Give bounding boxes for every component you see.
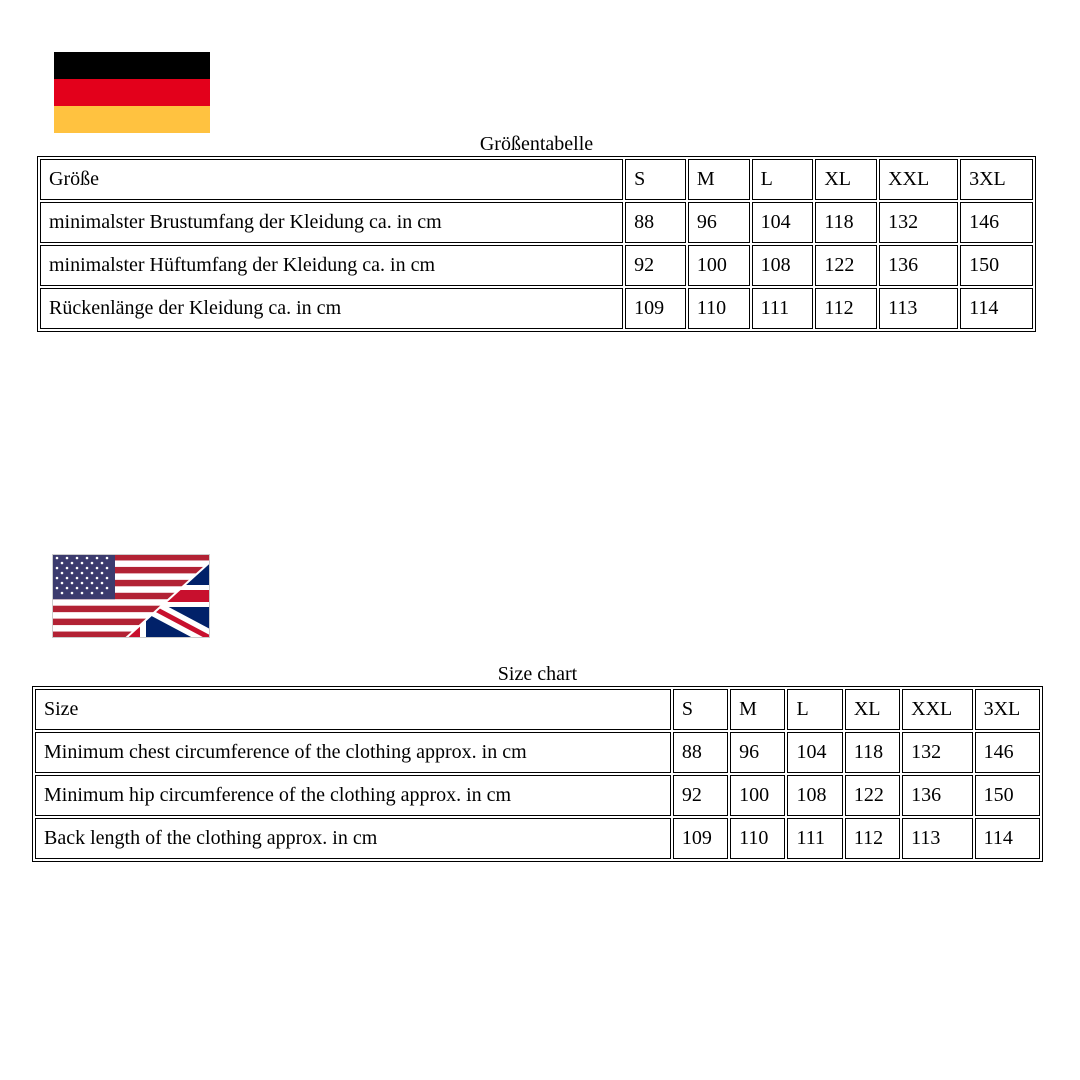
- value-cell: 88: [673, 732, 728, 773]
- row-label-cell: Minimum chest circumference of the clothing approx. in cm: [35, 732, 671, 773]
- value-cell: 150: [960, 245, 1033, 286]
- value-cell: 96: [688, 202, 750, 243]
- value-cell: 96: [730, 732, 785, 773]
- table-row: [40, 202, 1033, 243]
- table-row: [35, 732, 1040, 773]
- header-label-cell: Größe: [40, 159, 623, 200]
- germany-flag-icon: [54, 52, 210, 133]
- value-cell: 104: [787, 732, 842, 773]
- value-cell: 113: [902, 818, 972, 859]
- value-cell: 108: [787, 775, 842, 816]
- value-cell: 113: [879, 288, 958, 329]
- value-cell: 114: [975, 818, 1040, 859]
- value-cell: 118: [815, 202, 877, 243]
- value-cell: 118: [845, 732, 900, 773]
- flag-stripe-gold: [54, 106, 210, 133]
- value-cell: 122: [845, 775, 900, 816]
- header-size-cell: 3XL: [960, 159, 1033, 200]
- value-cell: 109: [625, 288, 686, 329]
- header-size-cell: M: [730, 689, 785, 730]
- header-label-cell: Size: [35, 689, 671, 730]
- value-cell: 132: [879, 202, 958, 243]
- german-size-table: [37, 156, 1036, 332]
- value-cell: 88: [625, 202, 686, 243]
- table-row: [35, 818, 1040, 859]
- header-size-cell: M: [688, 159, 750, 200]
- header-size-cell: XL: [815, 159, 877, 200]
- value-cell: 146: [960, 202, 1033, 243]
- header-size-cell: S: [673, 689, 728, 730]
- english-size-table: [32, 686, 1043, 862]
- english-table-caption: Size chart: [497, 663, 578, 685]
- table-header-row: [40, 159, 1033, 200]
- header-size-cell: S: [625, 159, 686, 200]
- value-cell: 132: [902, 732, 972, 773]
- row-label-cell: minimalster Hüftumfang der Kleidung ca. in cm: [40, 245, 623, 286]
- header-size-cell: XL: [845, 689, 900, 730]
- value-cell: 150: [975, 775, 1040, 816]
- value-cell: 111: [752, 288, 814, 329]
- row-label-cell: Rückenlänge der Kleidung ca. in cm: [40, 288, 623, 329]
- table-header-row: [35, 689, 1040, 730]
- header-size-cell: L: [752, 159, 814, 200]
- value-cell: 111: [787, 818, 842, 859]
- flag-stripe-red: [54, 79, 210, 106]
- header-size-cell: 3XL: [975, 689, 1040, 730]
- value-cell: 110: [688, 288, 750, 329]
- value-cell: 136: [879, 245, 958, 286]
- row-label-cell: Minimum hip circumference of the clothing approx. in cm: [35, 775, 671, 816]
- table-row: [40, 288, 1033, 329]
- value-cell: 112: [815, 288, 877, 329]
- german-table-caption: Größentabelle: [479, 133, 594, 155]
- value-cell: 100: [730, 775, 785, 816]
- header-size-cell: L: [787, 689, 842, 730]
- value-cell: 100: [688, 245, 750, 286]
- us-uk-flag-icon: [52, 554, 210, 638]
- value-cell: 146: [975, 732, 1040, 773]
- value-cell: 108: [752, 245, 814, 286]
- value-cell: 109: [673, 818, 728, 859]
- value-cell: 136: [902, 775, 972, 816]
- value-cell: 104: [752, 202, 814, 243]
- flag-stripe-black: [54, 52, 210, 79]
- row-label-cell: minimalster Brustumfang der Kleidung ca. in cm: [40, 202, 623, 243]
- header-size-cell: XXL: [902, 689, 972, 730]
- value-cell: 110: [730, 818, 785, 859]
- value-cell: 114: [960, 288, 1033, 329]
- header-size-cell: XXL: [879, 159, 958, 200]
- table-row: [35, 775, 1040, 816]
- table-row: [40, 245, 1033, 286]
- value-cell: 92: [625, 245, 686, 286]
- value-cell: 92: [673, 775, 728, 816]
- value-cell: 122: [815, 245, 877, 286]
- row-label-cell: Back length of the clothing approx. in cm: [35, 818, 671, 859]
- value-cell: 112: [845, 818, 900, 859]
